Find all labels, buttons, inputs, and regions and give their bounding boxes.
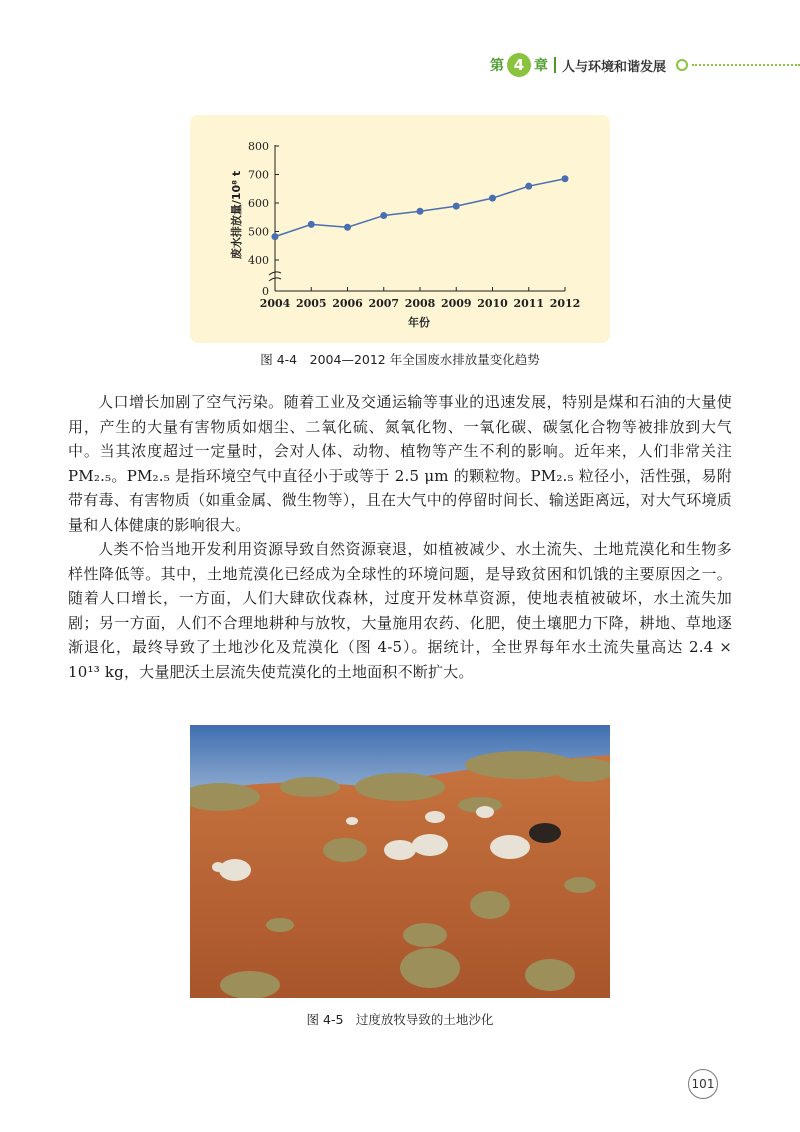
desertification-photo (190, 725, 610, 998)
data-point (417, 208, 424, 215)
y-tick-label: 700 (248, 168, 269, 182)
x-tick-label: 2006 (332, 297, 363, 310)
paragraph-air-pollution: 人口增长加剧了空气污染。随着工业及交通运输等事业的迅速发展，特别是煤和石油的大量使用，产生的大量有害物质如烟尘、二氧化硫、氮氧化物、一氧化碳、碳氢化合物等被排放到大气中。当其浓度超过一定量时，会对人体、动物、植物等产生不利的影响。近年来，人们非常关注 PM₂.₅。PM₂.₅ 是指环境空气中直径小于或等于 2.5 μm 的颗粒物。PM₂.₅ 粒径小，活性强，易附带有毒、有害物质（如重金属、微生物等），且在大气中的停留时间长、输送距离远，对大气环境质量和人体健康的影响很大。 (68, 393, 732, 534)
data-point (562, 175, 569, 182)
ring-icon (676, 59, 688, 71)
x-tick-label: 2008 (404, 297, 436, 310)
y-axis-label: 废水排放量/10⁸ t (230, 170, 243, 260)
data-point (344, 224, 351, 231)
x-tick-label: 2007 (368, 297, 400, 310)
chapter-prefix: 第 (490, 58, 504, 74)
x-tick-label: 2011 (513, 297, 545, 310)
data-point (489, 195, 496, 202)
y-tick-label: 0 (262, 285, 269, 298)
chapter-number-badge: 4 (507, 53, 531, 77)
header-separator (554, 57, 556, 73)
series-line (275, 179, 565, 237)
paragraph-desertification: 人类不恰当地开发利用资源导致自然资源衰退，如植被减少、水土流失、土地荒漠化和生物多样性降低等。其中，土地荒漠化已经成为全球性的环境问题，是导致贫困和饥饿的主要原因之一。随着人口增长，一方面，人们大肆砍伐森林，过度开发林草资源，使地表植被破坏，水土流失加剧；另一方面，人们不合理地耕种与放牧，大量施用农药、化肥，使土壤肥力下降，耕地、草地逐渐退化，最终导致了土地沙化及荒漠化（图 4-5）。据统计，全世界每年水土流失量高达 2.4 × 10¹³ kg，大量肥沃土层流失使荒漠化的土地面积不断扩大。 (68, 540, 732, 681)
figure-4-4-caption: 图 4-4 2004—2012 年全国废水排放量变化趋势 (260, 352, 540, 367)
chapter-suffix: 章 (534, 58, 548, 74)
grazing-sheep-illustration (190, 725, 610, 998)
y-tick-label: 400 (248, 254, 269, 267)
y-ticks (248, 140, 279, 298)
line-chart-svg (190, 115, 610, 343)
x-tick-label: 2012 (549, 297, 581, 310)
chapter-title: 人与环境和谐发展 (562, 59, 667, 75)
x-ticks (260, 287, 581, 310)
dark-sheep (529, 823, 561, 843)
data-point (453, 203, 460, 210)
data-point (525, 183, 532, 190)
data-point (380, 212, 387, 219)
data-point (308, 221, 315, 228)
data-point (272, 233, 279, 240)
y-tick-label: 600 (248, 197, 269, 210)
x-tick-label: 2009 (440, 297, 472, 310)
dotted-rule (692, 64, 800, 66)
chapter-header (490, 50, 800, 80)
x-axis-label: 年份 (408, 316, 430, 329)
x-tick-label: 2005 (295, 297, 327, 310)
figure-4-5-caption: 图 4-5 过度放牧导致的土地沙化 (306, 1012, 494, 1027)
y-tick-label: 500 (248, 225, 269, 239)
y-tick-label: 800 (248, 140, 269, 153)
x-tick-label: 2004 (259, 297, 291, 310)
data-points (272, 175, 569, 240)
x-tick-label: 2010 (477, 297, 508, 310)
body-text (68, 390, 732, 684)
page-number: 101 (688, 1069, 718, 1099)
wastewater-chart (190, 115, 610, 343)
